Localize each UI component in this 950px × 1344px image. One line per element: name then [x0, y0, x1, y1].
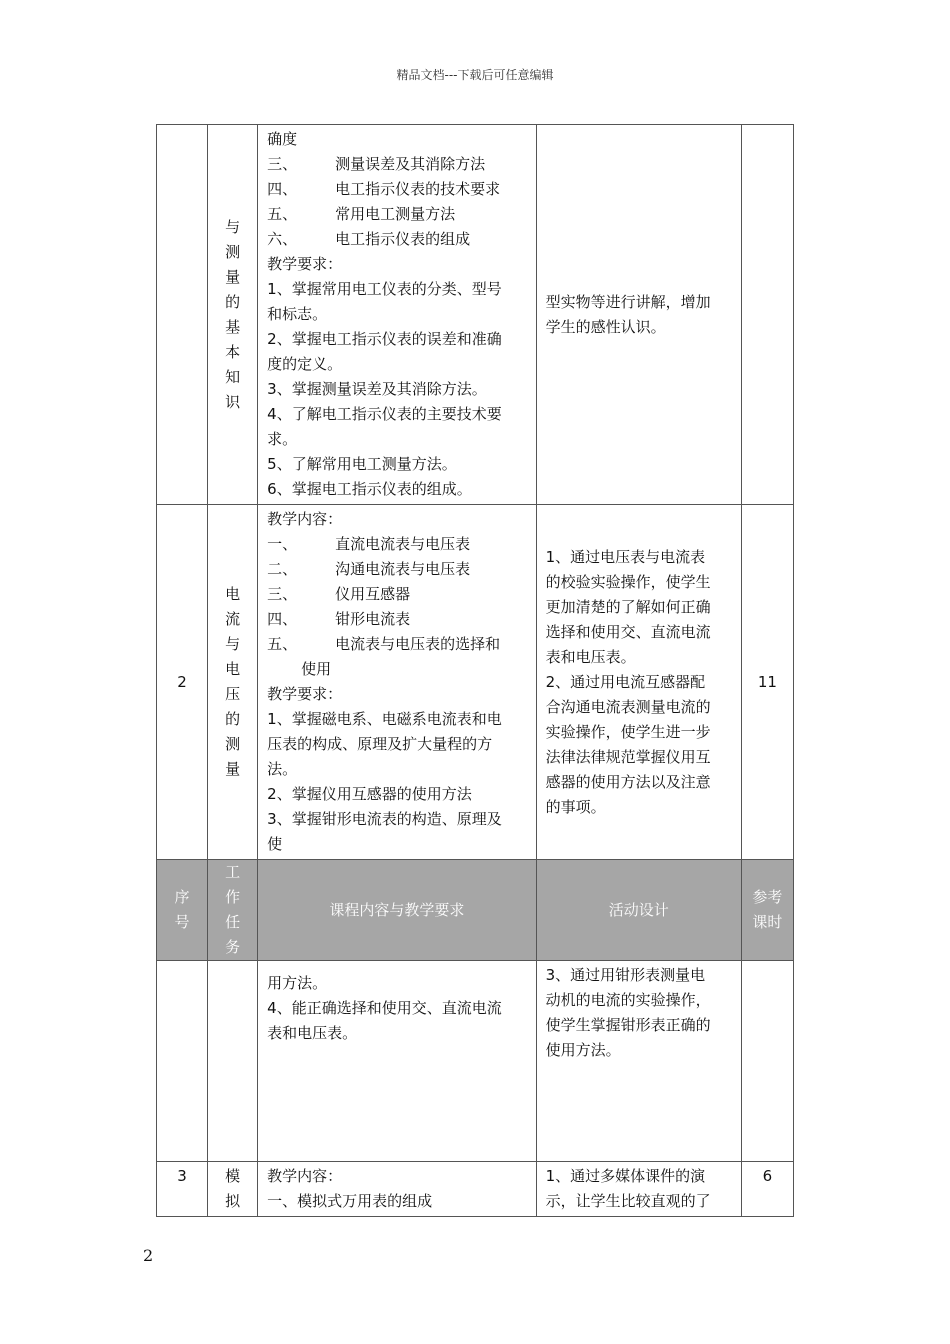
activity-line: 表和电压表。 — [545, 647, 636, 666]
content-cell — [258, 505, 536, 860]
activity-line: 的事项。 — [545, 797, 606, 816]
activity-line: 选择和使用交、直流电流 — [545, 622, 711, 641]
item-number: 五、 — [267, 635, 298, 653]
row-number-cell — [157, 961, 208, 1162]
item-number: 六、 — [267, 230, 298, 248]
content-line: 表和电压表。 — [267, 1024, 358, 1042]
item-text: 电工指示仪表的技术要求 — [335, 180, 501, 198]
activity-line: 2、通过用电流互感器配 — [545, 672, 706, 691]
content-cell — [258, 125, 536, 505]
item-number: 三、 — [267, 155, 298, 173]
task-cell — [208, 125, 258, 505]
activity-line: 学生的感性认识。 — [545, 317, 666, 336]
activity-line: 合沟通电流表测量电流的 — [545, 697, 711, 716]
hours-cell — [741, 125, 793, 505]
content-line: 用方法。 — [267, 974, 328, 992]
content-line: 教学内容： — [267, 1167, 343, 1185]
content-line: 2、掌握电工指示仪表的误差和准确 — [267, 330, 502, 348]
item-number: 五、 — [267, 205, 298, 223]
row-number-cell — [157, 125, 208, 505]
content-cell — [258, 961, 536, 1162]
activity-cell — [536, 1162, 741, 1217]
task-cell — [208, 961, 258, 1162]
activity-line: 使学生掌握钳形表正确的 — [545, 1016, 711, 1034]
activity-line: 使用方法。 — [545, 1041, 621, 1059]
content-line: 4、了解电工指示仪表的主要技术要 — [267, 405, 502, 423]
content-line: 1、掌握常用电工仪表的分类、型号 — [267, 280, 502, 298]
header-hours: 参考课时 — [752, 888, 783, 931]
item-text: 电工指示仪表的组成 — [335, 230, 471, 248]
content-line: 教学要求： — [267, 255, 343, 273]
activity-cell — [536, 505, 741, 860]
content-line — [267, 202, 527, 227]
item-text: 仪用互感器 — [335, 585, 411, 603]
table-row — [157, 961, 794, 1162]
table-header-row — [157, 860, 794, 961]
activity-line: 实验操作，使学生进一步 — [545, 722, 711, 741]
content-line: 一、模拟式万用表的组成 — [267, 1192, 433, 1210]
task-cell — [208, 1162, 258, 1217]
activity-line: 更加清楚的了解如何正确 — [545, 597, 711, 616]
content-line — [267, 632, 527, 657]
content-line: 使 — [267, 835, 283, 853]
header-cell — [208, 860, 258, 961]
activity-line: 法律法律规范掌握仪用互 — [545, 747, 711, 766]
item-text: 电流表与电压表的选择和 — [335, 635, 501, 653]
item-number: 一、 — [267, 535, 298, 553]
page-header: 精品文档---下载后可任意编辑 — [396, 68, 554, 82]
content-line: 5、了解常用电工测量方法。 — [267, 455, 457, 473]
row-number: 2 — [157, 505, 208, 860]
item-number: 四、 — [267, 180, 298, 198]
content-line: 教学要求： — [267, 685, 343, 703]
content-line: 度的定义。 — [267, 355, 343, 373]
header-cell — [741, 860, 793, 961]
content-line: 和标志。 — [267, 305, 328, 323]
item-text: 直流电流表与电压表 — [335, 535, 471, 553]
activity-line: 型实物等进行讲解，增加 — [545, 292, 711, 311]
content-line: 2、掌握仪用互感器的使用方法 — [267, 785, 472, 803]
content-line: 法。 — [267, 760, 298, 778]
task-name: 与测量的基本知识 — [225, 217, 241, 411]
header-task: 工作任务 — [225, 863, 241, 956]
content-line — [267, 152, 527, 177]
activity-cell — [536, 125, 741, 505]
content-line — [267, 227, 527, 252]
header-activity: 活动设计 — [536, 860, 741, 961]
activity-line: 感器的使用方法以及注意 — [545, 772, 711, 791]
content-line — [267, 582, 527, 607]
table-row — [157, 505, 794, 860]
activity-line: 1、通过多媒体课件的演 — [545, 1167, 706, 1185]
content-line: 4、能正确选择和使用交、直流电流 — [267, 999, 502, 1017]
item-number: 三、 — [267, 585, 298, 603]
content-line: 3、掌握测量误差及其消除方法。 — [267, 380, 487, 398]
activity-line: 示，让学生比较直观的了 — [545, 1192, 711, 1210]
page-number: 2 — [143, 1246, 154, 1265]
item-text: 常用电工测量方法 — [335, 205, 456, 223]
hours-cell — [741, 961, 793, 1162]
hours-value: 11 — [741, 505, 793, 860]
content-line — [267, 177, 527, 202]
curriculum-table — [156, 124, 794, 1217]
item-text: 测量误差及其消除方法 — [335, 155, 486, 173]
table-row — [157, 125, 794, 505]
activity-line: 3、通过用钳形表测量电 — [545, 966, 706, 984]
item-text: 钳形电流表 — [335, 610, 411, 628]
row-number: 3 — [157, 1162, 208, 1217]
content-line: 求。 — [267, 430, 298, 448]
activity-line: 的校验实验操作，使学生 — [545, 572, 711, 591]
item-text: 沟通电流表与电压表 — [335, 560, 471, 578]
activity-line: 动机的电流的实验操作， — [545, 991, 711, 1009]
content-line: 6、掌握电工指示仪表的组成。 — [267, 480, 472, 498]
activity-line: 1、通过电压表与电流表 — [545, 547, 706, 566]
content-cell — [258, 1162, 536, 1217]
hours-value: 6 — [741, 1162, 793, 1217]
content-line — [267, 532, 527, 557]
task-name: 电流与电压的测量 — [225, 585, 241, 778]
table-row — [157, 1162, 794, 1217]
task-name: 模拟 — [225, 1167, 241, 1210]
content-line: 确度 — [267, 130, 298, 148]
activity-cell — [536, 961, 741, 1162]
header-no: 序号 — [174, 888, 190, 931]
content-line: 使用 — [301, 660, 332, 678]
item-number: 二、 — [267, 560, 298, 578]
item-number: 四、 — [267, 610, 298, 628]
content-line: 教学内容： — [267, 510, 343, 528]
content-line: 压表的构成、原理及扩大量程的方 — [267, 735, 493, 753]
header-cell — [157, 860, 208, 961]
header-content: 课程内容与教学要求 — [258, 860, 536, 961]
content-line: 3、掌握钳形电流表的构造、原理及 — [267, 810, 502, 828]
content-line: 1、掌握磁电系、电磁系电流表和电 — [267, 710, 502, 728]
content-line — [267, 557, 527, 582]
task-cell — [208, 505, 258, 860]
content-line — [267, 607, 527, 632]
